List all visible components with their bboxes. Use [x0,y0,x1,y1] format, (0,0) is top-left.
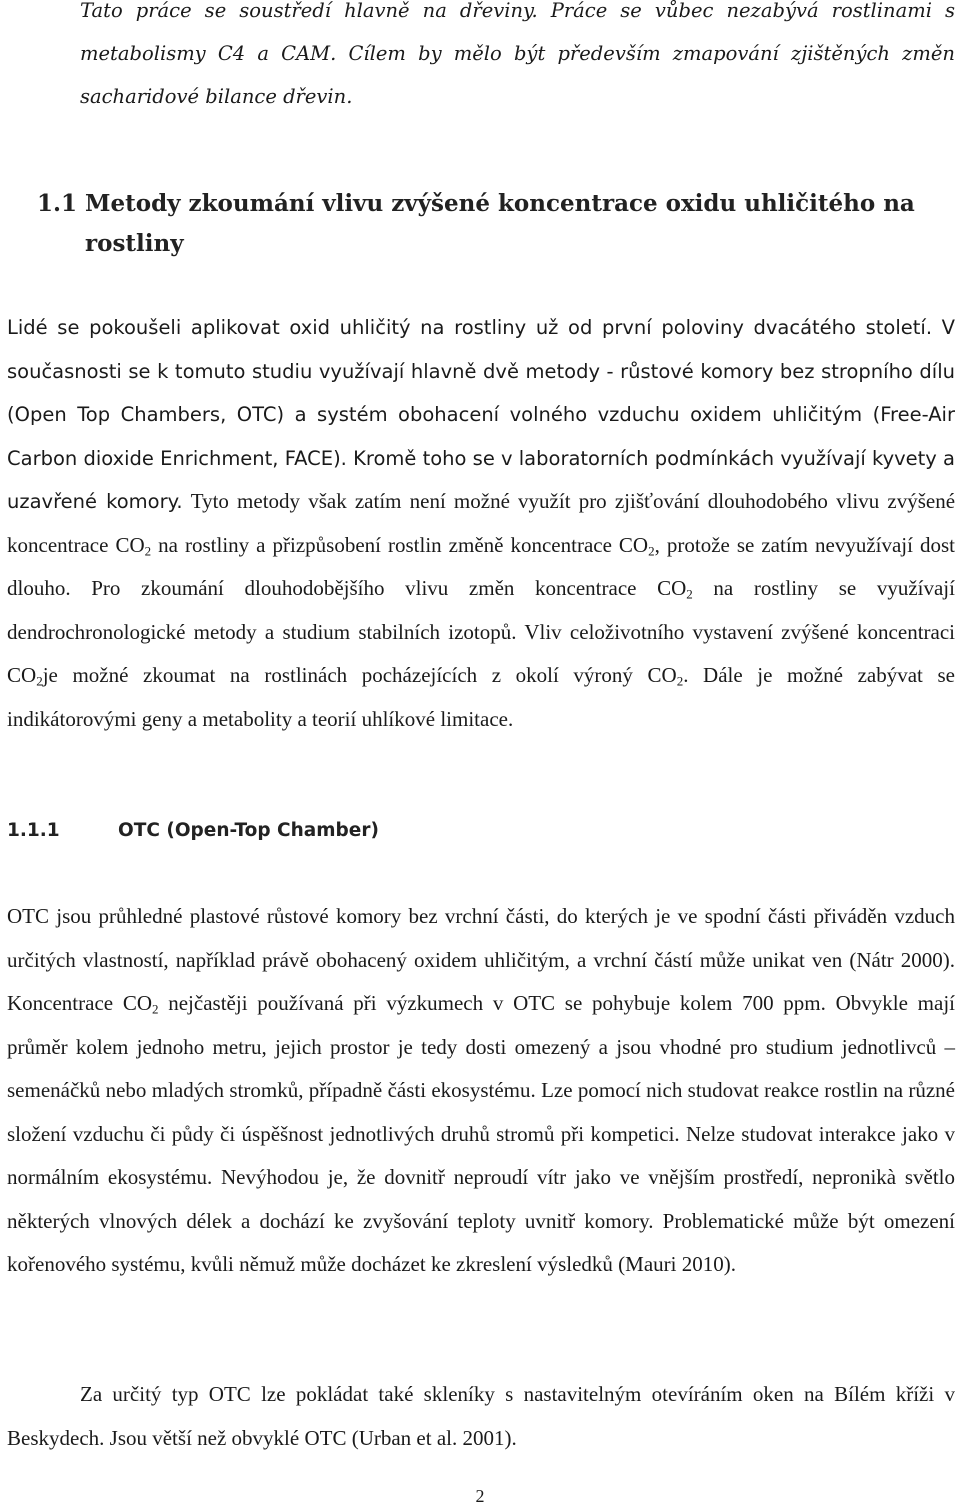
section-paragraph-serif-text: Tyto metody však zatím není možné využít pro zjišťování dlouhodobého vlivu zvýšené koncentrace $CO_2$ na rostliny a přizpůsobení rostlin změně koncentrace $CO_2$, protože se zatím nevyužívají dost dlouho. Pro zkoumání dlouhodobějšího vlivu změn koncentrace $CO_2$ na rostliny se využívají dendrochronologické metody a studium stabilních izotopů. Vliv celoživotního vystavení zvýšené koncentraci $CO_2je$ možné zkoumat na rostlinách pocházejících z okolí výroný $CO_2$. Dále je možné zabývat se indikátorovými geny a metabolity a teorií uhlíkové limitace. [7,489,956,731]
section-paragraph [7,306,955,741]
section-number: 1.1 [37,190,78,217]
subsection-number: 1.1.1 [7,820,60,841]
intro-paragraph: Tato práce se soustředí hlavně na dřeviny. Práce se vůbec nezabývá rostlinami s metabolismy C4 a CAM. Cílem by mělo být především zmapování zjištěných změn sacharidové bilance dřevin. [80,0,955,108]
section-heading [37,184,960,264]
otc-paragraph: OTC jsou průhledné plastové růstové komory bez vrchní části, do kterých je ve spodní části přiváděn vzduch určitých vlastností, například právě obohacený oxidem uhličitým, a vrchní částí může unikat ven (Nátr 2000). Koncentrace $CO_2$ nejčastěji používaná při výzkumech v OTC se pohybuje kolem 700 ppm. Obvykle mají průměr kolem jednoho metru, jejich prostor je tedy dosti omezený a jsou vhodné pro studium jednotlivců – semenáčků nebo mladých stromků, případně části ekosystému. Lze pomocí nich studovat reakce rostlin na různé složení vzduchu či půdy či úspěšnost jednotlivých druhů stromů při kompetici. Nelze studovat interakce jako v normálním ekosystému. Nevýhodou je, že dovnitř neproudí vítr jako ve vnějším prostředí, nepronikà světlo některých vlnových délek a dochází ke zvyšování teploty uvnitř komory. Problematické může být omezení kořenového systému, kvůli němuž může docházet ke zkreslení výsledků (Mauri 2010). [7,904,955,1276]
page-number: 2 [475,1486,485,1506]
section-paragraph-sans-text: Lidé se pokoušeli aplikovat oxid uhličitý na rostliny už od první poloviny dvacátého století. V současnosti se k tomuto studiu využívají hlavně dvě metody - růstové komory bez stropního dílu (Open Top Chambers, OTC) a systém obohacení volného vzduchu oxidem uhličitým (Free-Air Carbon dioxide Enrichment, FACE). Kromě toho se v laboratorních podmínkách využívají kyvety a uzavřené komory. [7,316,955,513]
greenhouse-paragraph: Za určitý typ OTC lze pokládat také skleníky s nastavitelným otevíráním oken na Bílém kříži v Beskydech. Jsou větší než obvyklé OTC (Urban et al. 2001). [7,1382,955,1450]
subsection-heading [7,817,379,845]
section-title: Metody zkoumání vlivu zvýšené koncentrace oxidu uhličitého na rostliny [85,190,915,257]
subsection-title: OTC (Open-Top Chamber) [118,820,379,841]
